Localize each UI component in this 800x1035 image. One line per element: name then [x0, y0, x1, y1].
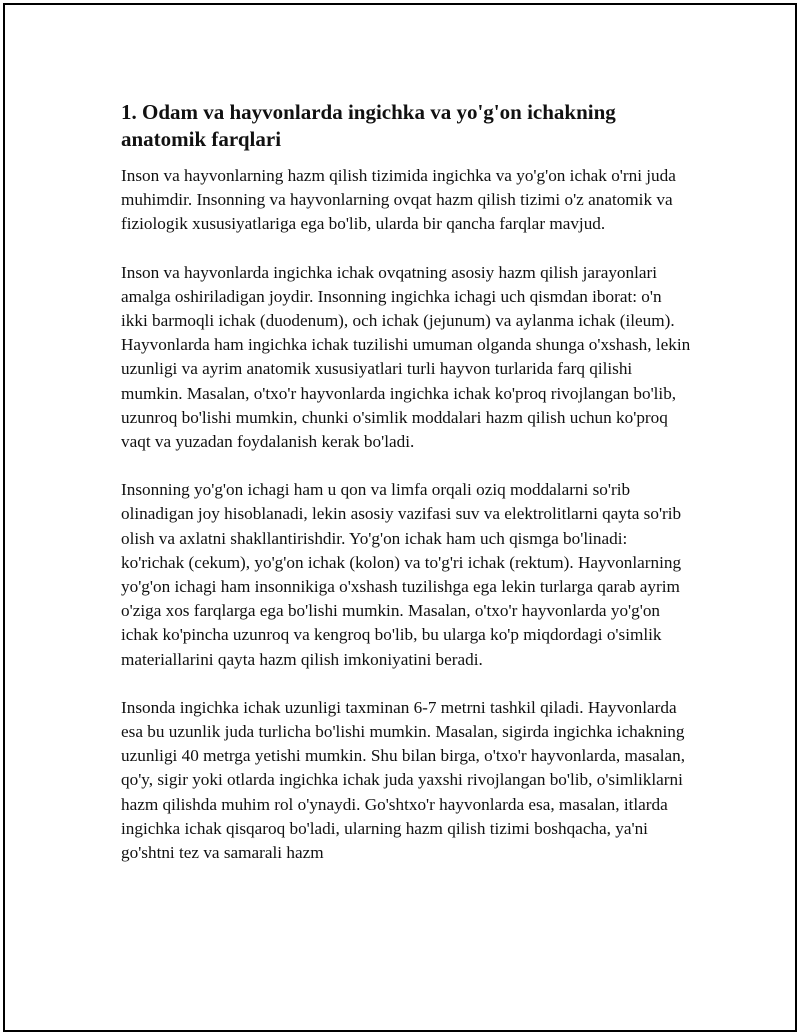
paragraph-1: Inson va hayvonlarning hazm qilish tizimida ingichka va yo'g'on ichak o'rni juda muhimdir. Insonning va hayvonlarning ovqat hazm qilish tizimi o'z anatomik va fiziologik xususiyatlariga ega bo'lib, ularda bir qancha farqlar mavjud. [121, 166, 676, 234]
document-body [121, 99, 691, 889]
paragraph-2: Inson va hayvonlarda ingichka ichak ovqatning asosiy hazm qilish jarayonlari amalga oshiriladigan joydir. Insonning ingichka ichagi uch qismdan iborat: o'n ikki barmoqli ichak (duodenum), och ichak (jejunum) va aylanma ichak (ileum). Hayvonlarda ham ingichka ichak tuzilishi umuman olganda shunga o'xshash, lekin uzunligi va ayrim anatomik xususiyatlari turli hayvon turlarida farq qilishi mumkin. Masalan, o'txo'r hayvonlarda ingichka ichak ko'proq rivojlangan bo'lib, uzunroq bo'lishi mumkin, chunki o'simlik moddalari hazm qilish uchun ko'proq vaqt va yuzadan foydalanish kerak bo'ladi. [121, 262, 691, 452]
page-frame [3, 3, 797, 1032]
paragraph-4: Insonda ingichka ichak uzunligi taxminan 6-7 metrni tashkil qiladi. Hayvonlarda esa bu uzunlik juda turlicha bo'lishi mumkin. Masalan, sigirda ingichka ichakning uzunligi 40 metrga yetishi mumkin. Shu bilan birga, o'txo'r hayvonlarda, masalan, qo'y, sigir yoki otlarda ingichka ichak juda yaxshi rivojlangan bo'lib, o'simliklarni hazm qilishda muhim rol o'ynaydi. Go'shtxo'r hayvonlarda esa, masalan, itlarda ingichka ichak qisqaroq bo'ladi, ularning hazm qilish tizimi boshqacha, ya'ni go'shtni tez va samarali hazm [121, 697, 686, 863]
paragraph-3: Insonning yo'g'on ichagi ham u qon va limfa orqali oziq moddalarni so'rib olinadigan joy hisoblanadi, lekin asosiy vazifasi suv va elektrolitlarni qayta so'rib olish va axlatni shakllantirishdir. Yo'g'on ichak ham uch qismga bo'linadi: ko'richak (cekum), yo'g'on ichak (kolon) va to'g'ri ichak (rektum). Hayvonlarning yo'g'on ichagi ham insonnikiga o'xshash tuzilishga ega lekin turlarga qarab ayrim o'ziga xos farqlarga ega bo'lishi mumkin. Masalan, o'txo'r hayvonlarda yo'g'on ichak ko'pincha uzunroq va kengroq bo'lib, bu ularga ko'p miqdordagi o'simlik materiallarini qayta hazm qilish imkoniyatini beradi. [121, 480, 682, 669]
section-heading: 1. Odam va hayvonlarda ingichka va yo'g'on ichakning anatomik farqlari [121, 100, 616, 151]
